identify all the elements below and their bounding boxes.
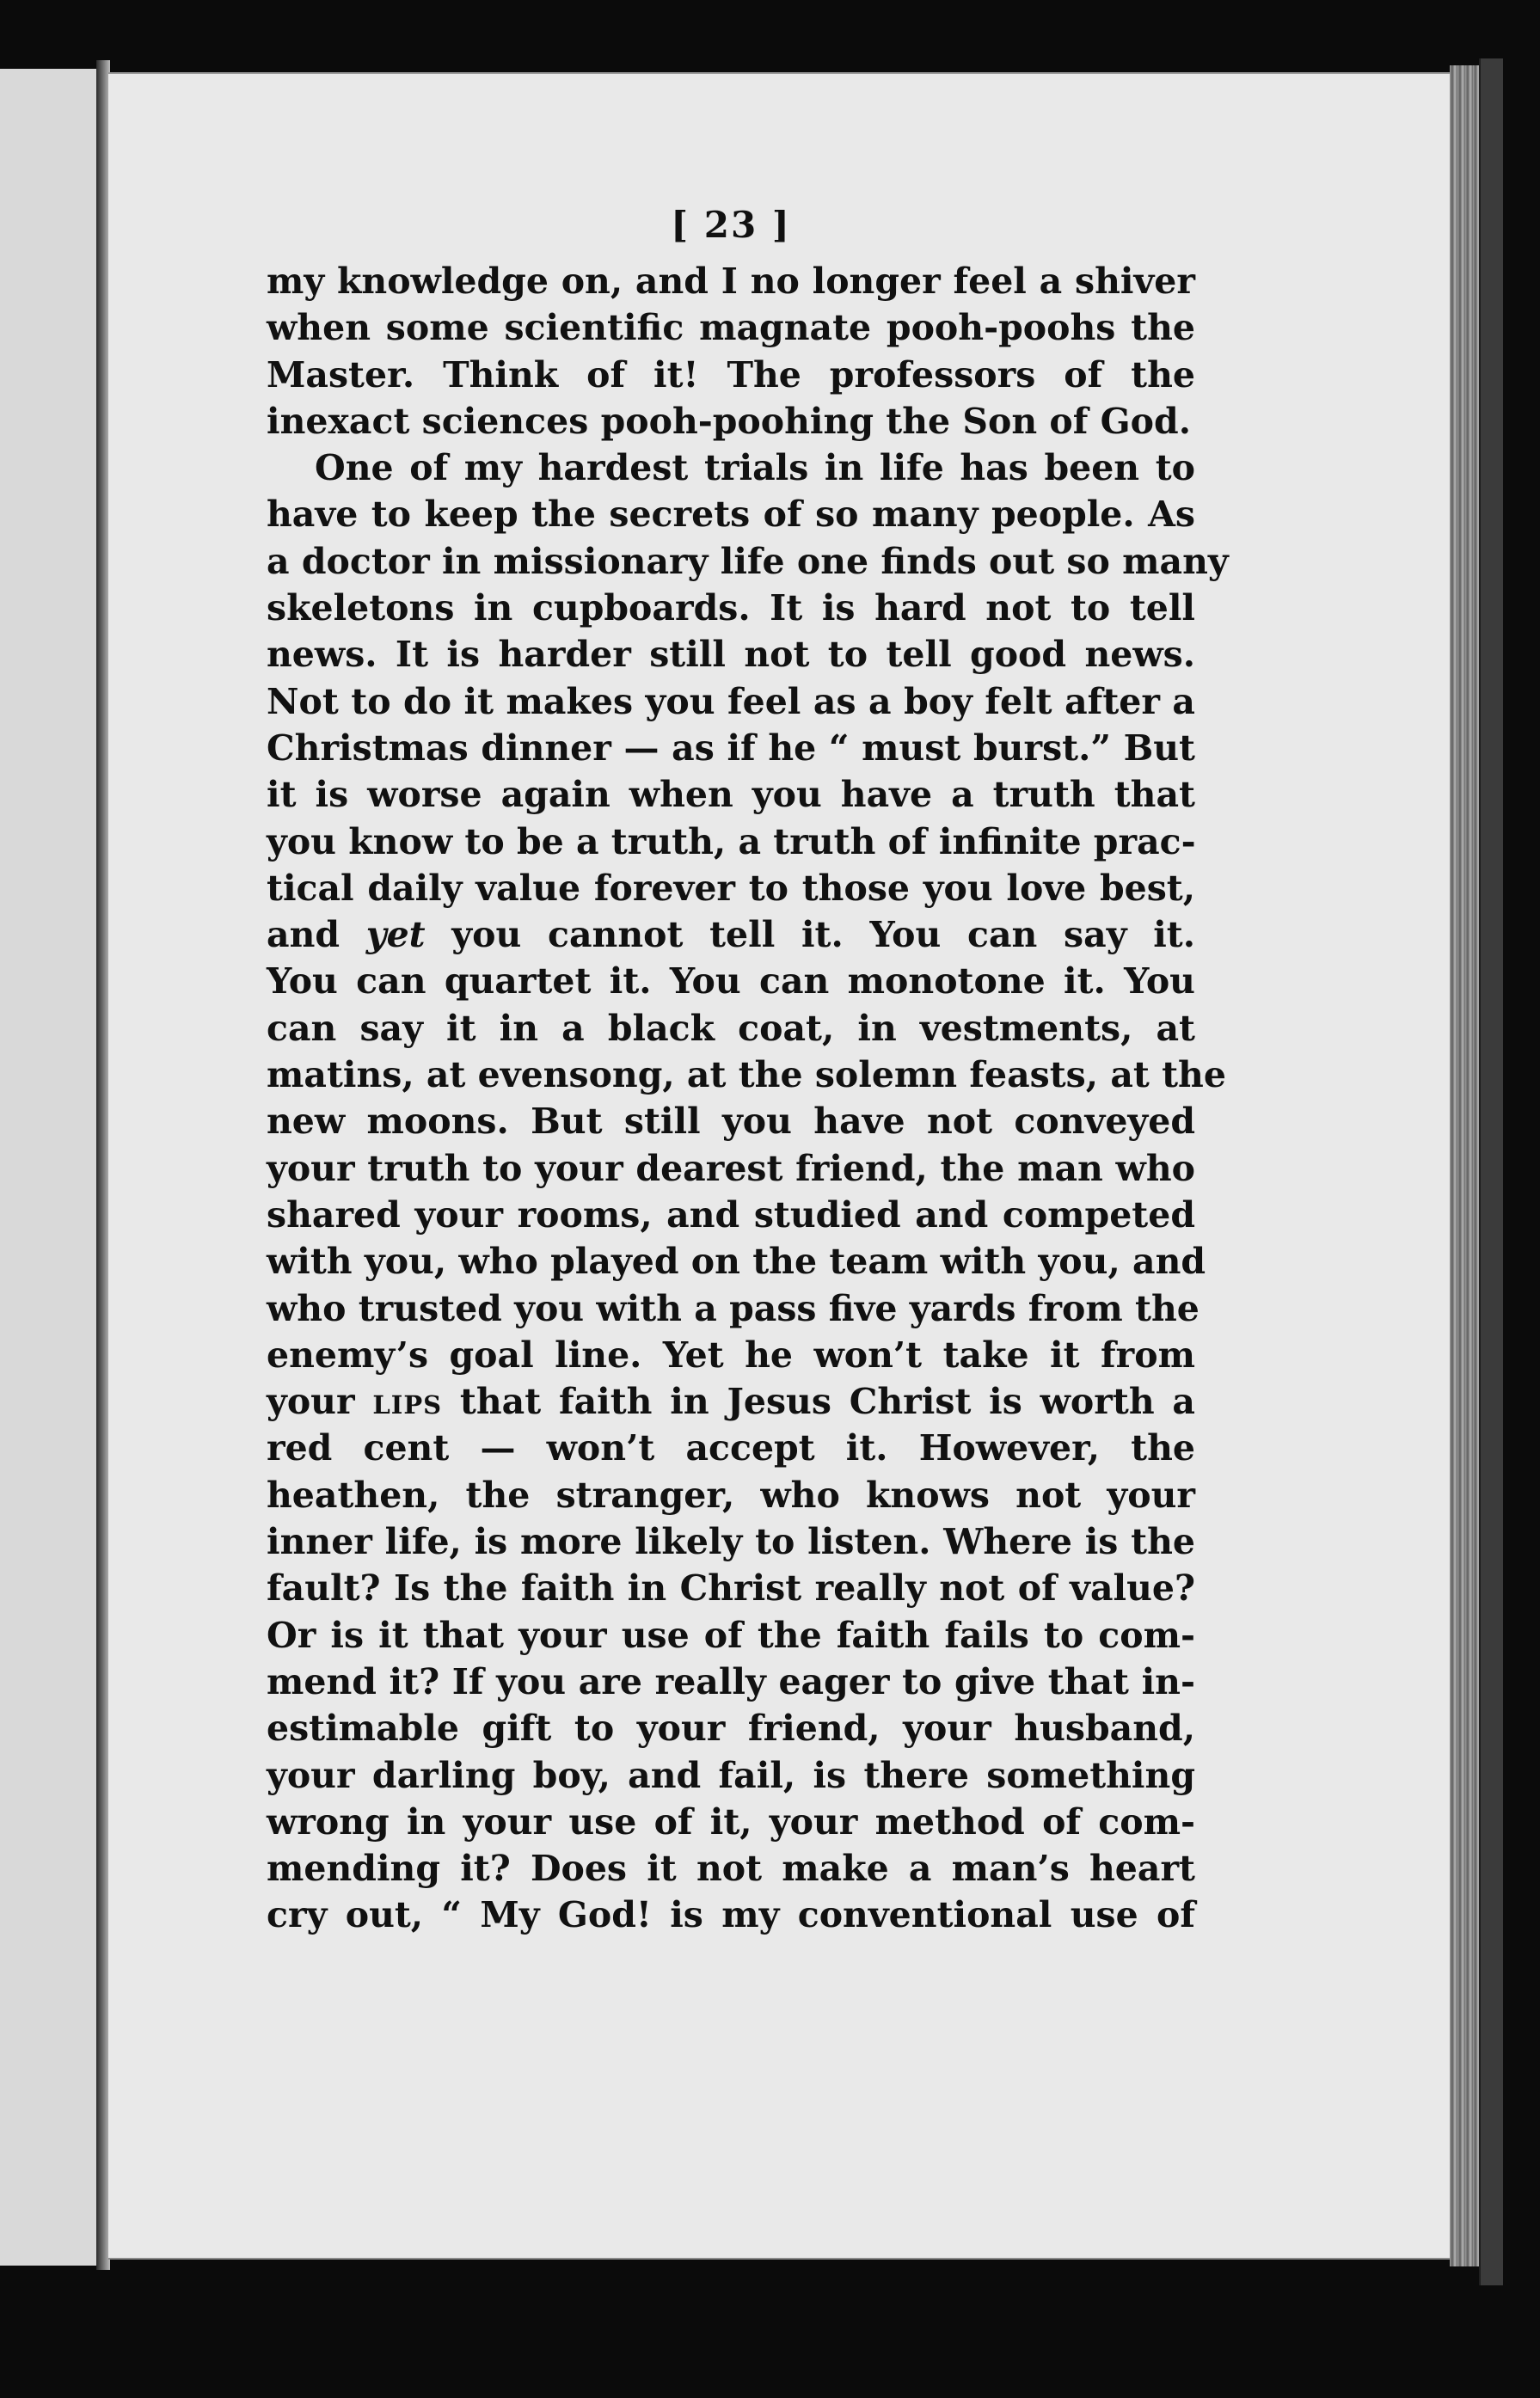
text-line: your darling boy, and fail, is there something (267, 1754, 1195, 1796)
italic-word: yet (365, 914, 426, 956)
text-line: enemy’s goal line. Yet he won’t take it from (267, 1334, 1195, 1376)
text-line: mending it? Does it not make a man’s heart (267, 1848, 1195, 1890)
text-line: wrong in your use of it, your method of com- (267, 1800, 1195, 1843)
text-line: cry out, “ My God! is my conventional use of (267, 1894, 1195, 1936)
facing-page-edge (0, 69, 99, 2266)
text-line: You can quartet it. You can monotone it. You (267, 960, 1195, 1003)
page-stack-edge (1450, 65, 1479, 2266)
text-line: a doctor in missionary life one finds out so many (267, 540, 1229, 582)
text-line: estimable gift to your friend, your husband, (267, 1708, 1195, 1750)
text-line: mend it? If you are really eager to give that in- (267, 1660, 1195, 1702)
text-line: heathen, the stranger, who knows not your (267, 1474, 1195, 1516)
book-cover-edge (1479, 58, 1503, 2285)
text-line: Master. Think of it! The professors of the (267, 353, 1195, 396)
text-line: fault? Is the faith in Christ really not of value? (267, 1567, 1195, 1610)
text-line: Or is it that your use of the faith fails to com- (267, 1614, 1195, 1656)
text-line: Not to do it makes you feel as a boy felt after a (267, 680, 1195, 722)
paragraph-start-line: One of my hardest trials in life has been to (315, 447, 1195, 489)
page-number: [ 23 ] (671, 204, 791, 246)
text-line: it is worse again when you have a truth that (267, 774, 1195, 816)
text-run: and (267, 914, 366, 956)
text-line (267, 1378, 1195, 1425)
text-line: you know to be a truth, a truth of infinite prac- (267, 820, 1196, 862)
text-line: shared your rooms, and studied and competed (267, 1193, 1195, 1236)
text-line: who trusted you with a pass five yards from the (267, 1287, 1199, 1329)
text-line: my knowledge on, and I no longer feel a shiver (267, 261, 1195, 302)
text-line: when some scientific magnate pooh-poohs the (267, 307, 1195, 349)
text-line: inexact sciences pooh-poohing the Son of God. (267, 400, 1191, 442)
small-caps-word: lips (372, 1381, 443, 1423)
text-line: with you, who played on the team with you, and (267, 1241, 1206, 1283)
text-run: you cannot tell it. You can say it. (425, 914, 1195, 956)
text-line: skeletons in cupboards. It is hard not to tell (267, 587, 1195, 629)
page-text (267, 198, 1229, 1939)
text-line: inner life, is more likely to listen. Where is the (267, 1521, 1195, 1563)
text-line: Christmas dinner — as if he “ must burst.” But (267, 727, 1195, 769)
text-line: new moons. But still you have not conveyed (267, 1101, 1195, 1143)
text-run: that faith in Jesus Christ is worth a (442, 1381, 1195, 1423)
text-line: have to keep the secrets of so many people. As (267, 494, 1195, 536)
text-line: news. It is harder still not to tell good news. (267, 634, 1195, 676)
text-line: matins, at evensong, at the solemn feasts, at the (267, 1054, 1226, 1096)
text-line: red cent — won’t accept it. However, the (267, 1427, 1195, 1469)
text-line: your truth to your dearest friend, the man who (267, 1147, 1195, 1189)
text-line (267, 911, 1195, 958)
text-run: your (267, 1381, 373, 1423)
text-line: tical daily value forever to those you love best, (267, 867, 1195, 909)
text-line: can say it in a black coat, in vestments, at (267, 1007, 1195, 1049)
